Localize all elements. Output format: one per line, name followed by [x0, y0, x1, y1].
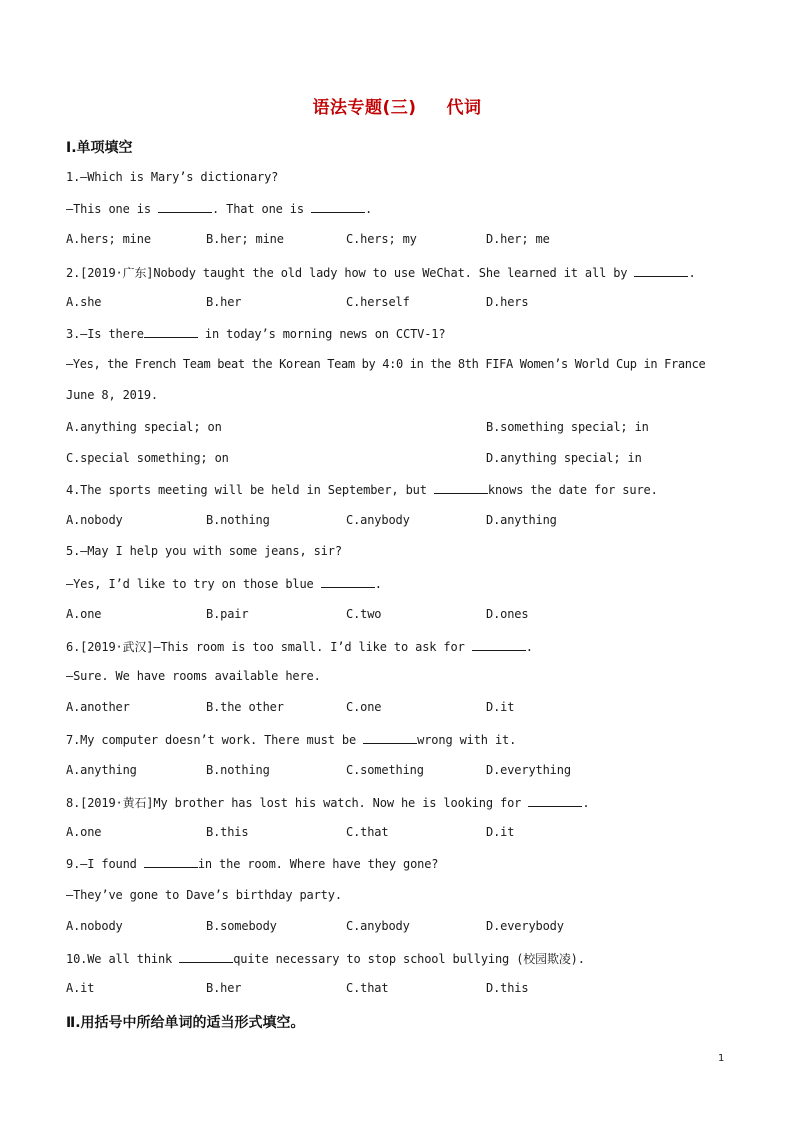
q1-stem: 1.—Which is Mary’s dictionary? [66, 170, 279, 184]
q6-option-a: A.another [66, 700, 130, 714]
q3-option-c: C.special something; on [66, 451, 229, 465]
answer-blank [321, 576, 375, 588]
q8-stem: 8.[2019·黄石]My brother has lost his watch. Now he is looking for . [66, 796, 590, 810]
section-heading-1: Ⅰ.单项填空 [66, 140, 133, 156]
answer-blank [179, 951, 233, 963]
answer-blank [528, 795, 582, 807]
q3-line2: —Yes, the French Team beat the Korean Team by 4:0 in the 8th FIFA Women’s World Cup in France [66, 357, 706, 371]
q2-option-d: D.hers [486, 295, 529, 309]
q4-stem: 4.The sports meeting will be held in September, but knows the date for sure. [66, 483, 658, 497]
section-heading-2: Ⅱ.用括号中所给单词的适当形式填空。 [66, 1015, 305, 1031]
q6-option-b: B.the other [206, 700, 284, 714]
q7-option-a: A.anything [66, 763, 137, 777]
q8-option-c: C.that [346, 825, 389, 839]
q10-option-a: A.it [66, 981, 95, 995]
q10-option-c: C.that [346, 981, 389, 995]
q10-stem: 10.We all think quite necessary to stop school bullying (校园欺凌). [66, 952, 585, 966]
q5-option-c: C.two [346, 607, 382, 621]
q2-stem: 2.[2019·广东]Nobody taught the old lady how to use WeChat. She learned it all by . [66, 266, 696, 280]
q2-option-b: B.her [206, 295, 242, 309]
answer-blank [434, 482, 488, 494]
q4-option-c: C.anybody [346, 513, 410, 527]
answer-blank [311, 201, 365, 213]
q7-stem: 7.My computer doesn’t work. There must be wrong with it. [66, 733, 517, 747]
q4-option-b: B.nothing [206, 513, 270, 527]
q1-line2: —This one is . That one is . [66, 202, 373, 216]
q1-option-d: D.her; me [486, 232, 550, 246]
q9-option-c: C.anybody [346, 919, 410, 933]
q1-option-c: C.hers; my [346, 232, 417, 246]
q6-option-d: D.it [486, 700, 515, 714]
answer-blank [472, 639, 526, 651]
q8-option-a: A.one [66, 825, 102, 839]
q3-option-d: D.anything special; in [486, 451, 642, 465]
q3-option-a: A.anything special; on [66, 420, 222, 434]
q9-option-a: A.nobody [66, 919, 123, 933]
q1-option-b: B.her; mine [206, 232, 284, 246]
q7-option-c: C.something [346, 763, 424, 777]
q3-line3: June 8, 2019. [66, 388, 158, 402]
q3-option-b: B.something special; in [486, 420, 649, 434]
answer-blank [144, 856, 198, 868]
page-title [0, 93, 794, 118]
q6-line2: —Sure. We have rooms available here. [66, 669, 321, 683]
q5-option-a: A.one [66, 607, 102, 621]
q9-option-b: B.somebody [206, 919, 277, 933]
q10-option-d: D.this [486, 981, 529, 995]
q4-option-a: A.nobody [66, 513, 123, 527]
q5-stem: 5.—May I help you with some jeans, sir? [66, 544, 342, 558]
q5-option-d: D.ones [486, 607, 529, 621]
answer-blank [634, 265, 688, 277]
title-main: 语法专题(三) [312, 98, 417, 118]
q8-option-d: D.it [486, 825, 515, 839]
q6-stem: 6.[2019·武汉]—This room is too small. I’d like to ask for . [66, 640, 533, 654]
q9-option-d: D.everybody [486, 919, 564, 933]
q7-option-d: D.everything [486, 763, 571, 777]
q5-line2: —Yes, I’d like to try on those blue . [66, 577, 382, 591]
page-number: 1 [718, 1053, 725, 1064]
q9-stem: 9.—I found in the room. Where have they gone? [66, 857, 439, 871]
q8-option-b: B.this [206, 825, 249, 839]
q9-line2: —They’ve gone to Dave’s birthday party. [66, 888, 342, 902]
answer-blank [144, 326, 198, 338]
q10-option-b: B.her [206, 981, 242, 995]
q1-option-a: A.hers; mine [66, 232, 151, 246]
q4-option-d: D.anything [486, 513, 557, 527]
answer-blank [363, 732, 417, 744]
q6-option-c: C.one [346, 700, 382, 714]
q2-option-a: A.she [66, 295, 102, 309]
title-sub: 代词 [446, 98, 482, 118]
q7-option-b: B.nothing [206, 763, 270, 777]
answer-blank [158, 201, 212, 213]
q2-option-c: C.herself [346, 295, 410, 309]
q5-option-b: B.pair [206, 607, 249, 621]
q3-stem: 3.—Is there in today’s morning news on CCTV-1? [66, 327, 446, 341]
